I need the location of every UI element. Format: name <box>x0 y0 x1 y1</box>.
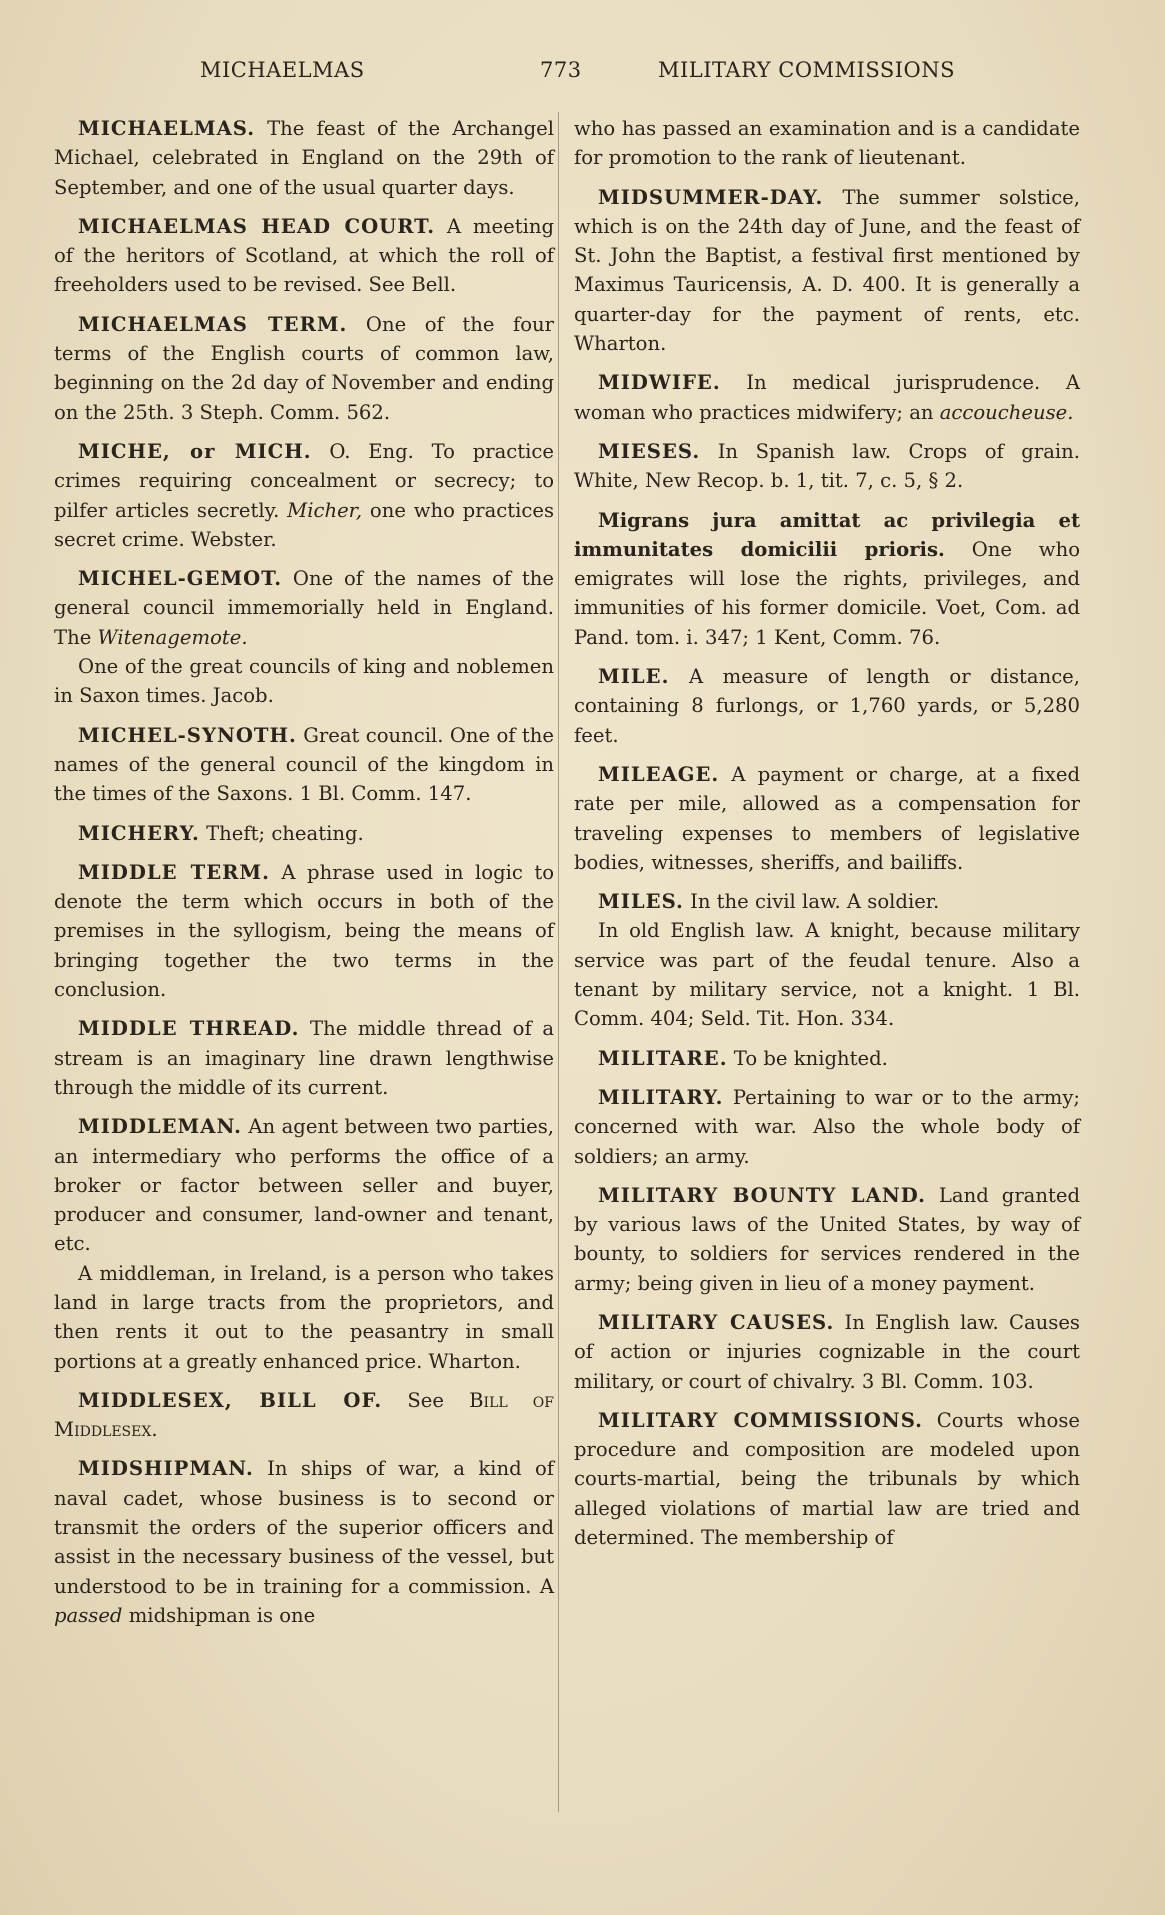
definition-continued: one who practices secret crime. Webster. <box>54 498 555 551</box>
entry-midshipman-continuation: who has passed an examination and is a candidate for promotion to the rank of lieutenant. <box>574 117 1080 170</box>
entry-michel-gemot <box>54 564 554 652</box>
headword: MIDDLE THREAD. <box>78 1017 300 1041</box>
headword: MIDDLE TERM. <box>78 860 270 884</box>
headword: MICHAELMAS TERM. <box>78 312 348 336</box>
headword: MICHAELMAS HEAD COURT. <box>78 214 436 238</box>
entry-michel-gemot-para2: One of the great councils of king and noblemen in Saxon times. Jacob. <box>54 655 554 708</box>
headword: MIDDLESEX, BILL OF. <box>78 1388 383 1412</box>
headword: MIDDLEMAN. <box>78 1115 242 1139</box>
headword: MILITARY. <box>598 1085 724 1109</box>
definition: Courts whose procedure and composition are modeled upon courts-martial, being the tribunals by which alleged violations of martial law are tried and determined. The membership of <box>574 1408 1080 1550</box>
entry-mileage <box>574 760 1080 877</box>
entry-michaelmas-term <box>54 310 554 427</box>
definition: See <box>407 1388 444 1412</box>
definition: Land granted by various laws of the United States, by way of bounty, to soldiers for services rendered in the army; being given in lieu of a money payment. <box>574 1183 1080 1295</box>
entry-michaelmas <box>54 114 554 202</box>
entry-military-causes <box>574 1308 1080 1396</box>
entry-michel-synoth <box>54 721 554 809</box>
entry-middleman <box>54 1112 554 1258</box>
entry-miche <box>54 437 554 554</box>
definition: Great council. One of the names of the general council of the kingdom in the times of the Saxons. 1 Bl. Comm. 147. <box>54 723 554 806</box>
headword: MILE. <box>598 665 670 689</box>
header-right-guide-word: MILITARY COMMISSIONS <box>658 58 956 82</box>
entry-mieses <box>574 437 1080 496</box>
definition: In medical jurisprudence. A woman who practices midwifery; an <box>574 371 1080 424</box>
definition: To be knighted. <box>733 1046 888 1070</box>
entry-military <box>574 1083 1080 1171</box>
entry-middle-thread <box>54 1014 554 1102</box>
headword: MIDWIFE. <box>598 371 721 395</box>
entry-mile <box>574 662 1080 750</box>
definition: In English law. Causes of action or injuries cognizable in the court military, or court of chivalry. 3 Bl. Comm. 103. <box>574 1310 1080 1393</box>
page-number: 773 <box>540 58 582 82</box>
definition: The summer solstice, which is on the 24th day of June, and the feast of St. John the Baptist, a festival first mentioned by Maximus Tauricensis, A. D. 400. It is generally a quarter-day for the payment of rents, etc. Wharton. <box>574 185 1080 356</box>
italic-term: Witenagemote. <box>97 625 248 649</box>
column-divider <box>558 112 559 1812</box>
entry-midsummer-day <box>574 183 1080 359</box>
definition: O. Eng. To practice crimes requiring concealment or secrecy; to pilfer articles secretly. <box>54 439 554 522</box>
headword: MILES. <box>598 890 684 914</box>
definition: Theft; cheating. <box>206 821 364 845</box>
headword: MICHAELMAS. <box>78 117 256 140</box>
italic-term: accoucheuse. <box>939 400 1074 424</box>
headword: MILITARE. <box>598 1046 728 1070</box>
entry-military-commissions <box>574 1406 1080 1552</box>
definition: A measure of length or distance, containing 8 furlongs, or 1,760 yards, or 5,280 feet. <box>574 665 1080 747</box>
definition: The middle thread of a stream is an imaginary line drawn lengthwise through the middle of its current. <box>54 1017 555 1099</box>
definition: Pertaining to war or to the army; concerned with war. Also the whole body of soldiers; an army. <box>574 1085 1080 1168</box>
entry-miles-para2: In old English law. A knight, because military service was part of the feudal tenure. Also a tenant by military service, not a knight. 1 Bl. Comm. 404; Seld. Tit. Hon. 334. <box>574 919 1080 1031</box>
entry-migrans-maxim <box>574 506 1080 652</box>
entry-midshipman <box>54 1454 554 1630</box>
definition: One of the four terms of the English courts of common law, beginning on the 2d day of November and ending on the 25th. 3 Steph. Comm. 562. <box>54 312 554 424</box>
definition: A meeting of the heritors of Scotland, at which the roll of freeholders used to be revised. See Bell. <box>54 214 555 297</box>
entry-military-bounty-land <box>574 1181 1080 1298</box>
right-column <box>574 114 1080 1562</box>
headword: MIESES. <box>598 439 701 463</box>
definition: An agent between two parties, an intermediary who performs the office of a broker or factor between seller and buyer, producer and consumer, land-owner and tenant, etc. <box>54 1115 554 1256</box>
entry-militare <box>574 1044 1080 1073</box>
header-left-guide-word: MICHAELMAS <box>200 58 365 82</box>
entry-miles <box>574 887 1080 916</box>
maxim: Migrans jura amittat ac privilegia et immunitates domicilii prioris. <box>574 508 1080 561</box>
definition: One who emigrates will lose the rights, privileges, and immunities of his former domicile. Voet, Com. ad Pand. tom. i. 347; 1 Kent, Comm. 76. <box>574 537 1080 649</box>
headword: MICHERY. <box>78 821 200 845</box>
italic-term: passed <box>54 1603 123 1627</box>
entry-middlesex-bill-of <box>54 1386 554 1445</box>
headword: MICHE, or MICH. <box>78 439 312 463</box>
headword: MIDSUMMER-DAY. <box>598 185 824 209</box>
headword: MICHEL-GEMOT. <box>78 567 283 591</box>
entry-michaelmas-head-court <box>54 212 554 300</box>
entry-michery <box>54 819 554 848</box>
definition: In Spanish law. Crops of grain. White, New Recop. b. 1, tit. 7, c. 5, § 2. <box>574 439 1080 493</box>
cross-reference: Bill of Middlesex. <box>54 1388 554 1442</box>
headword: MIDSHIPMAN. <box>78 1457 254 1481</box>
definition: A payment or charge, at a fixed rate per mile, allowed as a compensation for traveling expenses to members of legislative bodies, witnesses, sheriffs, and bailiffs. <box>574 762 1080 874</box>
running-header <box>0 58 1165 88</box>
definition-continued: midshipman is one <box>128 1603 316 1627</box>
entry-middle-term <box>54 858 554 1004</box>
headword: MILITARY BOUNTY LAND. <box>598 1183 926 1207</box>
entry-middleman-para2: A middleman, in Ireland, is a person who takes land in large tracts from the proprietors, and then rents it out to the peasantry in small portions at a greatly enhanced price. Wharton. <box>54 1261 554 1373</box>
italic-term: Micher, <box>287 498 363 522</box>
definition: The feast of the Archangel Michael, celebrated in England on the 29th of September, and one of the usual quarter days. <box>54 117 555 199</box>
definition: One of the names of the general council immemorially held in England. The <box>54 567 554 649</box>
definition: In ships of war, a kind of naval cadet, whose business is to second or transmit the orders of the superior officers and assist in the necessary business of the vessel, but understood to be in training for a commission. A <box>54 1457 554 1598</box>
definition: A phrase used in logic to denote the term which occurs in both of the premises in the syllogism, being the means of bringing together the two terms in the conclusion. <box>54 860 555 1002</box>
headword: MILITARY CAUSES. <box>598 1310 835 1334</box>
headword: MICHEL-SYNOTH. <box>78 723 297 747</box>
headword: MILITARY COMMISSIONS. <box>598 1408 923 1432</box>
definition: In the civil law. A soldier. <box>690 890 940 914</box>
entry-midwife <box>574 368 1080 427</box>
left-column <box>54 114 554 1640</box>
headword: MILEAGE. <box>598 762 720 786</box>
